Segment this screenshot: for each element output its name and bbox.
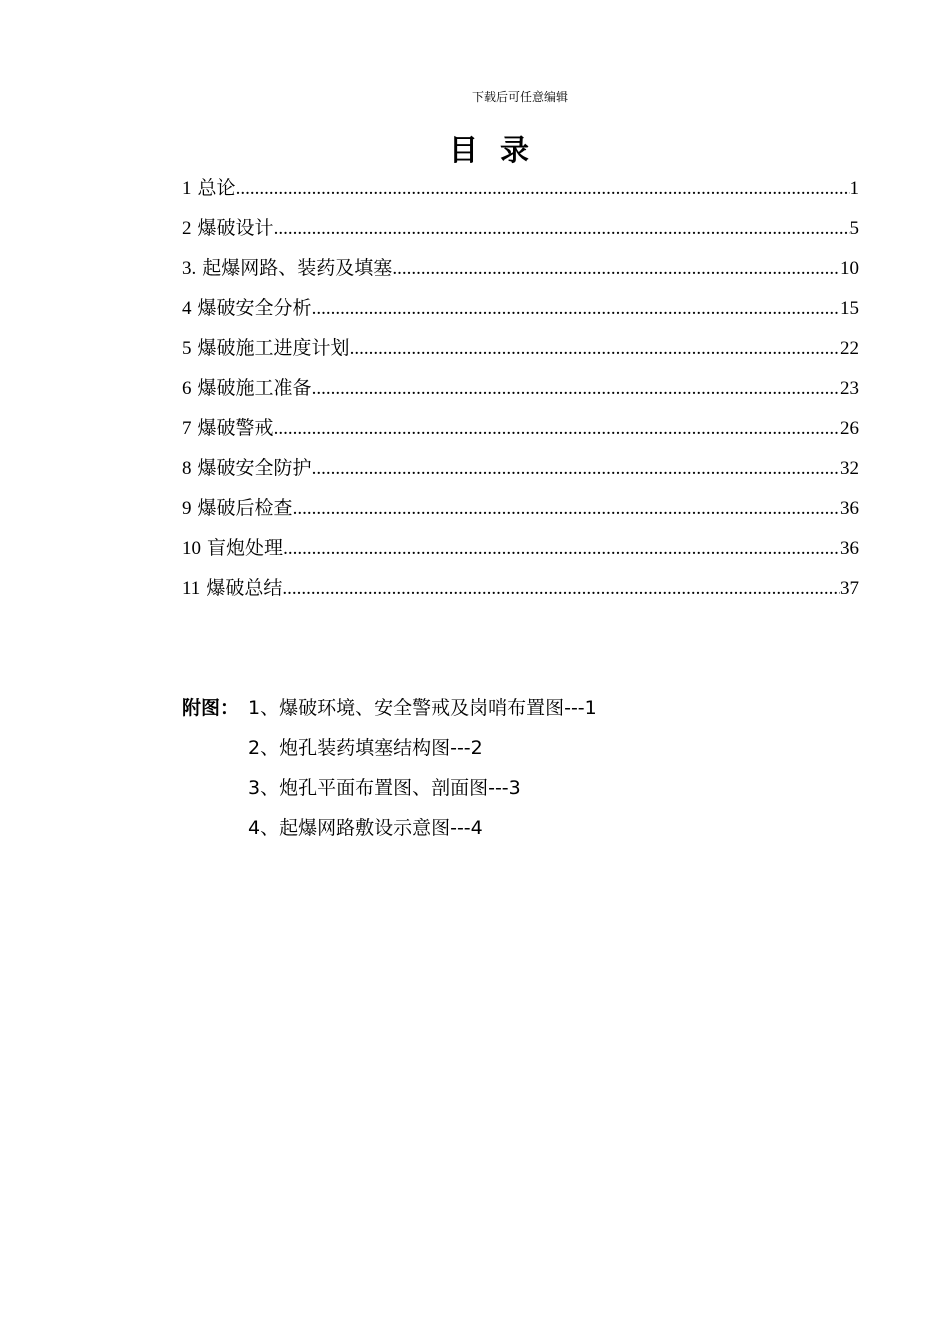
toc-leader-dots <box>293 493 840 525</box>
toc-entry[interactable] <box>182 292 859 332</box>
appendix-item[interactable]: 1、爆破环境、安全警戒及岗哨布置图---1 <box>248 697 597 719</box>
toc-entry-label <box>182 532 283 565</box>
toc-entry-page: 23 <box>840 378 859 399</box>
appendix-label: 附图： <box>182 697 240 719</box>
toc-entry[interactable] <box>182 372 859 412</box>
toc-entry[interactable] <box>182 412 859 452</box>
toc-entry-label <box>182 572 282 605</box>
toc-leader-dots <box>236 173 850 205</box>
toc-title: 目录 <box>448 133 551 167</box>
header-note: 下载后可任意编辑 <box>471 90 568 104</box>
toc-entry-label <box>182 292 312 325</box>
toc-leader-dots <box>312 453 840 485</box>
toc-entry-number: 1 <box>182 178 192 199</box>
toc-entry-page: 1 <box>849 178 859 199</box>
toc-leader-dots <box>392 253 840 285</box>
toc-leader-dots <box>312 373 840 405</box>
appendix-item[interactable]: 4、起爆网路敷设示意图---4 <box>248 817 483 839</box>
toc-entry-title: 盲炮处理 <box>207 537 284 559</box>
appendix-row <box>182 692 882 732</box>
toc-entry[interactable] <box>182 532 859 572</box>
toc-entry-page: 37 <box>840 578 859 599</box>
toc-leader-dots <box>274 213 850 245</box>
toc-entry-title: 爆破警戒 <box>197 417 274 439</box>
appendix-row <box>182 732 882 772</box>
toc-entry[interactable] <box>182 212 859 252</box>
toc-entry-number: 8 <box>182 458 192 479</box>
toc-entry-label <box>182 372 312 405</box>
toc-leader-dots <box>312 293 840 325</box>
appendix-item[interactable]: 3、炮孔平面布置图、剖面图---3 <box>248 777 521 799</box>
toc-entry-label <box>182 412 274 445</box>
toc-leader-dots <box>282 573 840 605</box>
toc-entry[interactable] <box>182 252 859 292</box>
appendix-figures <box>182 692 882 852</box>
toc-entry-page: 22 <box>840 338 859 359</box>
toc-entry-page: 15 <box>840 298 859 319</box>
toc-entry-title: 总论 <box>197 177 236 199</box>
toc-entry-page: 26 <box>840 418 859 439</box>
toc-entry-number: 2 <box>182 218 192 239</box>
toc-entry-label <box>182 492 293 525</box>
appendix-row <box>182 812 882 852</box>
toc-entry-label <box>182 212 274 245</box>
toc-entry[interactable] <box>182 332 859 372</box>
toc-entry[interactable] <box>182 572 859 612</box>
toc-entry-number: 4 <box>182 298 192 319</box>
toc-leader-dots <box>283 533 840 565</box>
toc-entry-page: 10 <box>840 258 859 279</box>
toc-entry-number: 9 <box>182 498 192 519</box>
toc-entry-title: 爆破后检查 <box>197 497 293 519</box>
toc-entry-title: 起爆网路、装药及填塞 <box>202 257 393 279</box>
toc-entry-number: 11 <box>182 578 201 599</box>
toc-entry-title: 爆破总结 <box>206 577 283 599</box>
toc-entry-page: 36 <box>840 498 859 519</box>
toc-entry-title: 爆破安全防护 <box>197 457 312 479</box>
toc-entry-page: 5 <box>849 218 859 239</box>
toc-entry-title: 爆破安全分析 <box>197 297 312 319</box>
toc-entry-number: 5 <box>182 338 192 359</box>
toc-entry-title: 爆破施工进度计划 <box>197 337 350 359</box>
toc-entry-page: 36 <box>840 538 859 559</box>
toc-entry-page: 32 <box>840 458 859 479</box>
toc-entry-title: 爆破施工准备 <box>197 377 312 399</box>
toc-entry-label <box>182 252 392 285</box>
toc-entry-label <box>182 452 312 485</box>
toc-entry-label <box>182 172 236 205</box>
table-of-contents <box>182 172 859 612</box>
toc-entry[interactable] <box>182 172 859 212</box>
toc-entry-number: 6 <box>182 378 192 399</box>
toc-entry-number: 10 <box>182 538 201 559</box>
appendix-item[interactable]: 2、炮孔装药填塞结构图---2 <box>248 737 483 759</box>
toc-entry-title: 爆破设计 <box>197 217 274 239</box>
toc-entry[interactable] <box>182 452 859 492</box>
appendix-row <box>182 772 882 812</box>
toc-entry-number: 3. <box>182 258 197 279</box>
toc-entry-number: 7 <box>182 418 192 439</box>
toc-entry[interactable] <box>182 492 859 532</box>
toc-leader-dots <box>274 413 840 445</box>
toc-leader-dots <box>350 333 840 365</box>
toc-entry-label <box>182 332 350 365</box>
